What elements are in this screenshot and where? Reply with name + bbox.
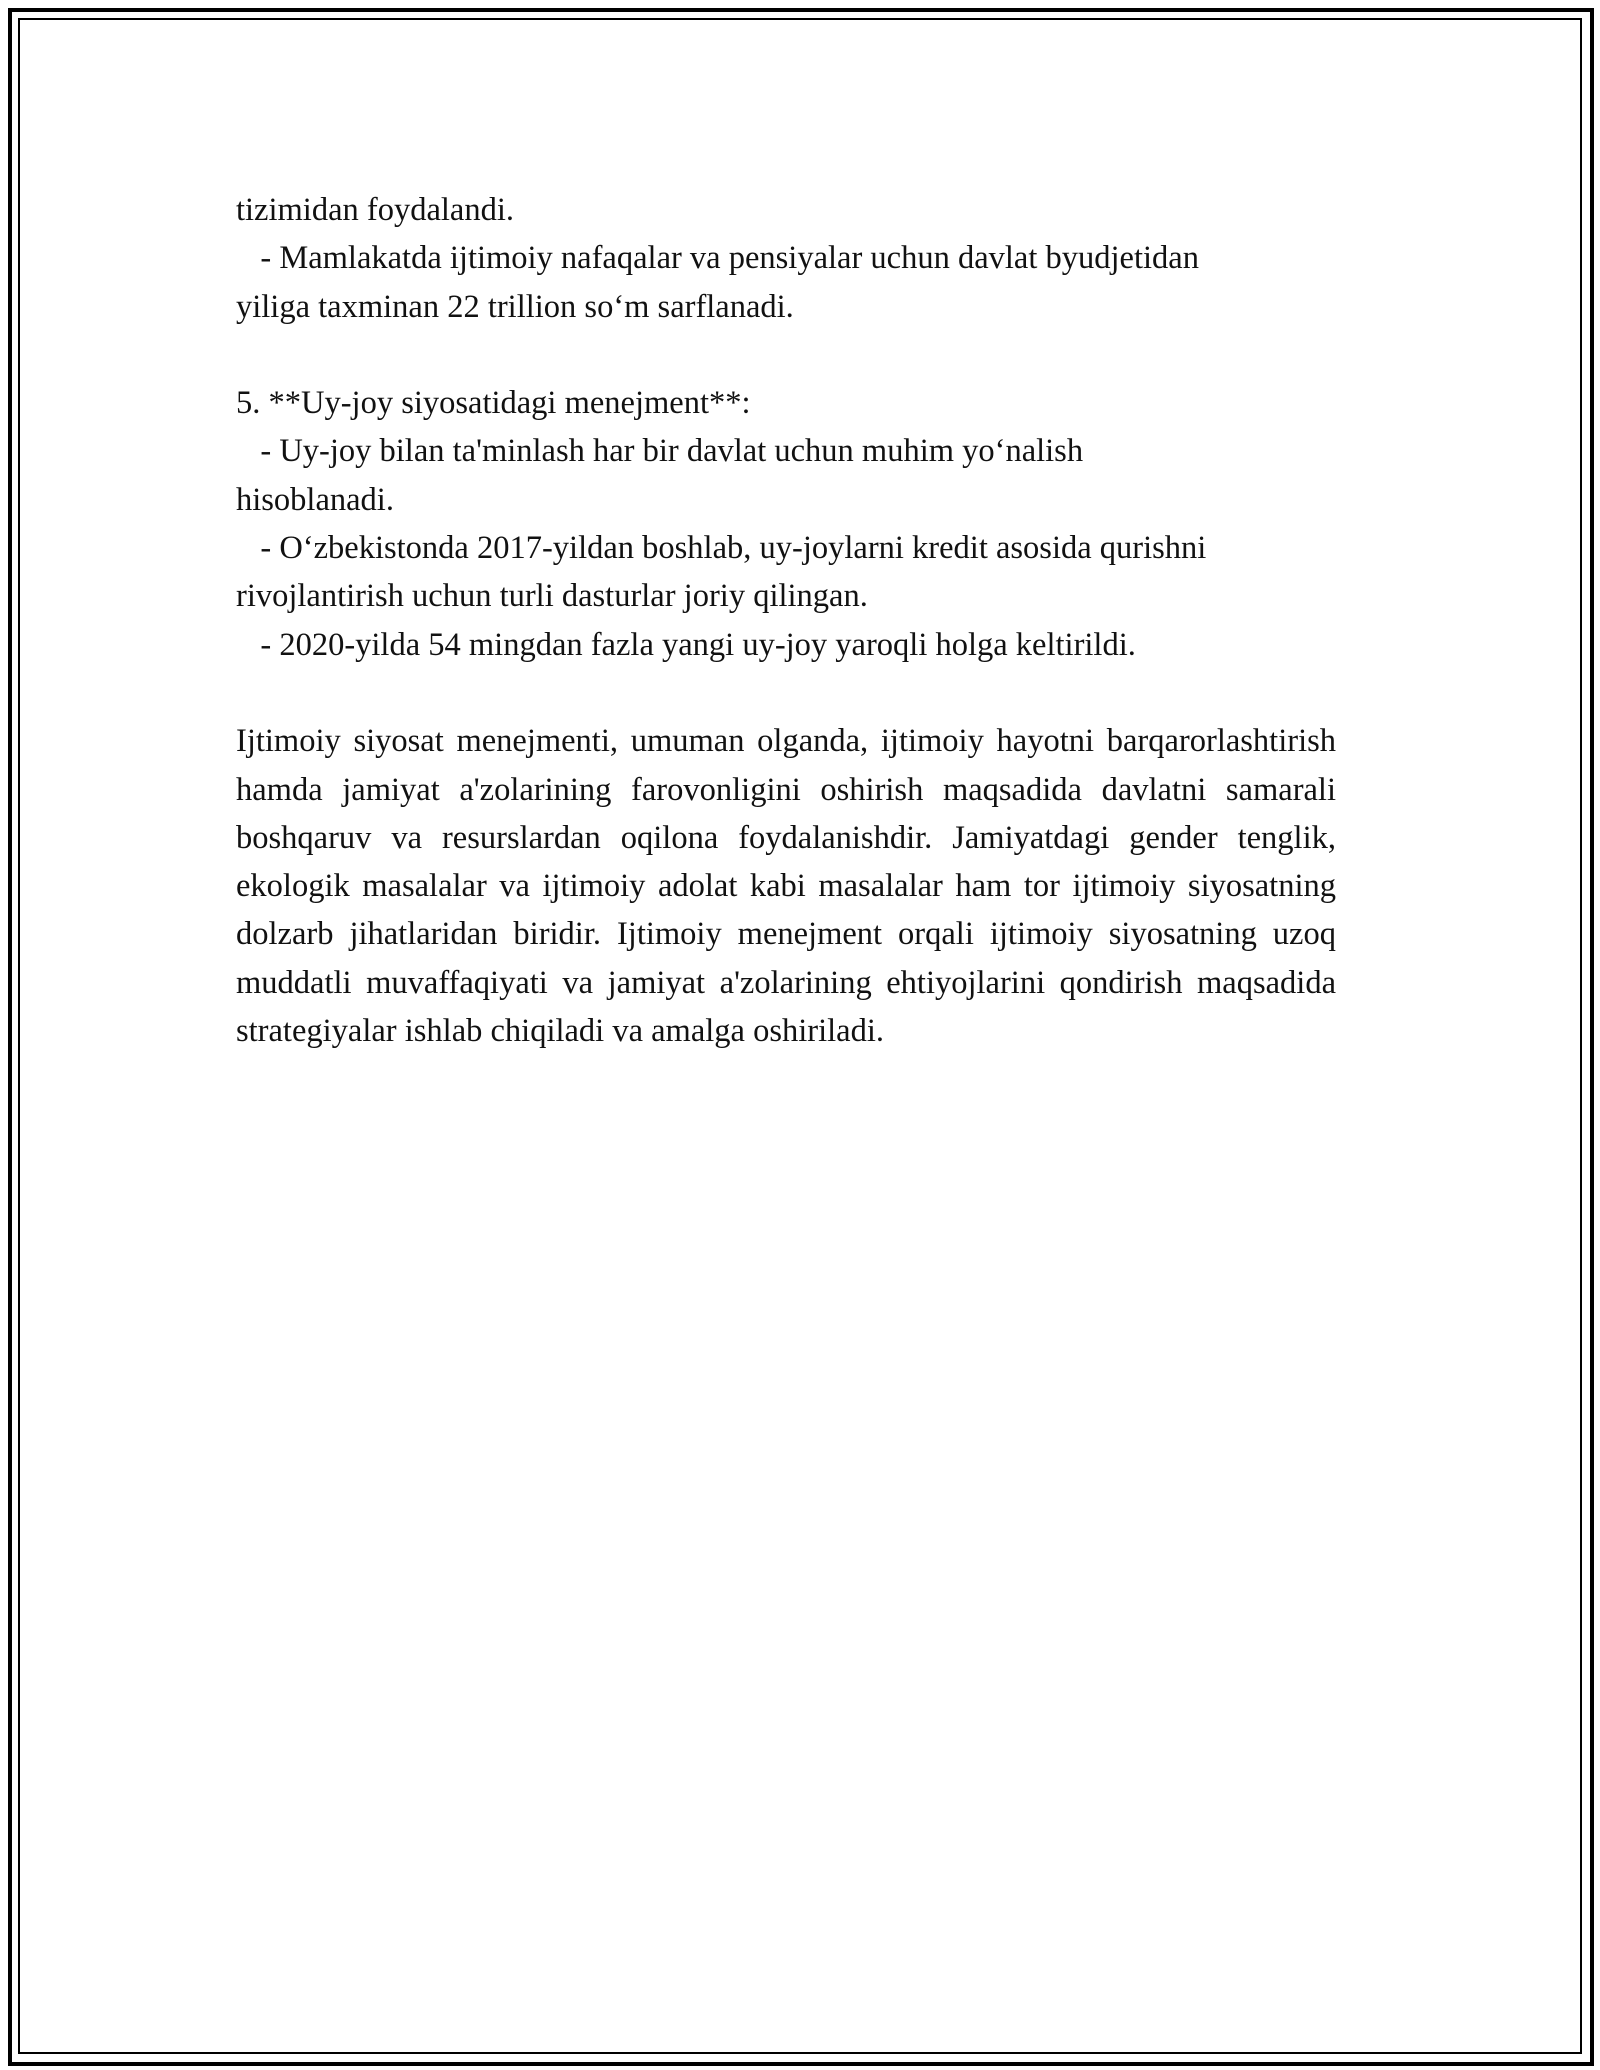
bullet-budget-continued: yiliga taxminan 22 trillion so‘m sarflanadi. xyxy=(236,288,794,325)
bullet-housing: - Uy-joy bilan ta'minlash har bir davlat uchun muhim yo‘nalish xyxy=(236,433,1084,470)
continued-line: tizimidan foydalandi. xyxy=(236,192,514,228)
bullet-housing-continued: hisoblanadi. xyxy=(236,481,394,518)
bullet-credit-programs-continued: rivojlantirish uchun turli dasturlar joriy qilingan. xyxy=(236,578,868,615)
conclusion-paragraph: Ijtimoiy siyosat menejmenti, umuman olganda, ijtimoiy hayotni barqarorlashtirish hamda jamiyat a'zolarining farovonligini oshirish maqsadida davlatni samarali boshqaruv va resurslardan oqilona foydalanishdir. Jamiyatdagi gender tenglik, ekologik masalalar va ijtimoiy adolat kabi masalalar ham tor ijtimoiy siyosatning dolzarb jihatlaridan biridir. Ijtimoiy menejment orqali ijtimoiy siyosatning uzoq muddatli muvaffaqiyati va jamiyat a'zolarining ehtiyojlarini qondirish maqsadida strategiyalar ishlab chiqiladi va amalga oshiriladi. xyxy=(236,723,1336,1050)
section-heading: 5. **Uy-joy siyosatidagi menejment**: xyxy=(236,385,751,422)
bullet-budget: - Mamlakatda ijtimoiy nafaqalar va pensiyalar uchun davlat byudjetidan xyxy=(236,240,1199,277)
paragraph-gap xyxy=(236,331,1366,379)
bullet-2020-housing: - 2020-yilda 54 mingdan fazla yangi uy-joy yaroqli holga keltirildi. xyxy=(236,626,1136,663)
document-body xyxy=(236,186,1366,1055)
bullet-credit-programs: - O‘zbekistonda 2017-yildan boshlab, uy-joylarni kredit asosida qurishni xyxy=(236,530,1207,567)
paragraph-gap xyxy=(236,669,1366,717)
